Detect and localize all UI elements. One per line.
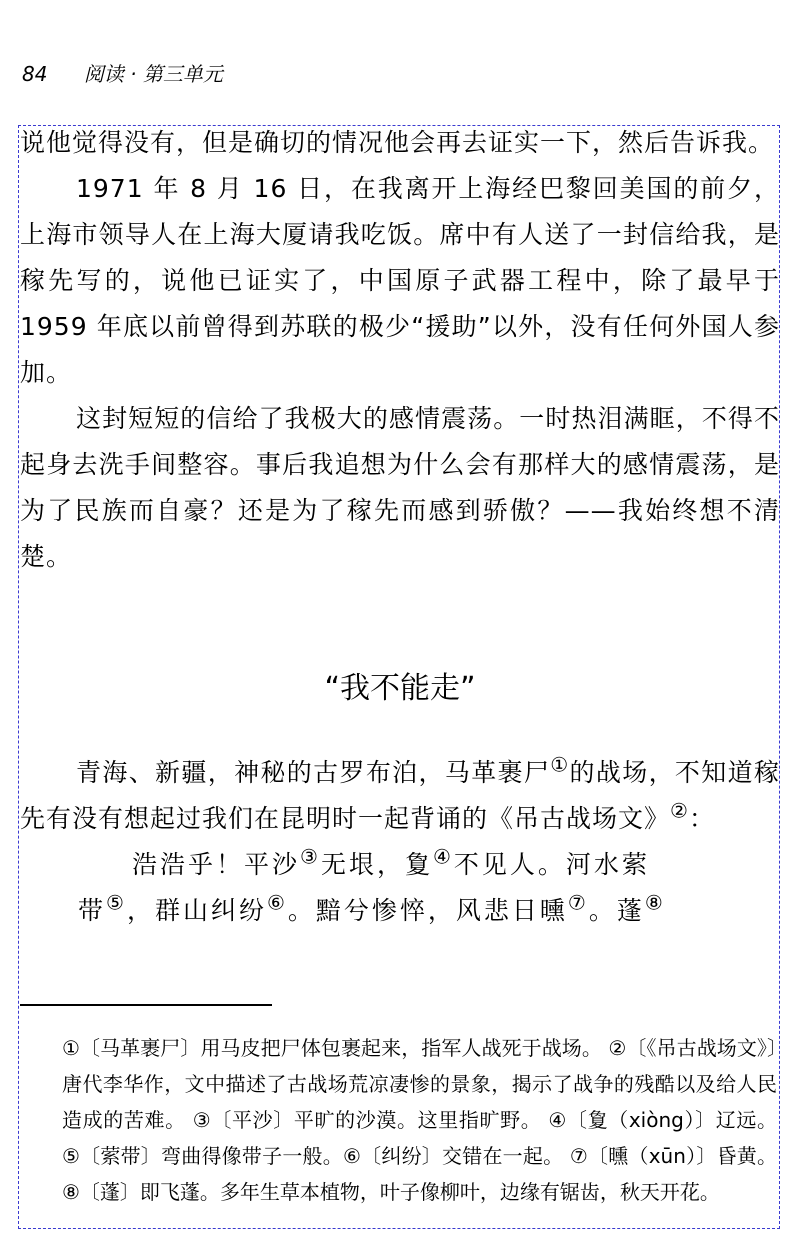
footnote-ref-5: ⑤: [106, 890, 127, 915]
paragraph-2: 1971 年 8 月 16 日，在我离开上海经巴黎回美国的前夕，上海市领导人在上海大厦请我吃饭。席中有人送了一封信给我，是稼先写的，说他已证实了，中国原子武器工程中，除了最早于 1959 年底以前曾得到苏联的极少“援助”以外，没有任何外国人参加。: [20, 174, 780, 387]
footnote-ref-3: ③: [300, 844, 321, 869]
paragraph-1: 说他觉得没有，但是确切的情况他会再去证实一下，然后告诉我。: [20, 128, 775, 157]
section-heading: “我不能走”: [324, 671, 476, 706]
footnote-rule: [20, 1004, 272, 1006]
verse-2-text-a: 带: [78, 896, 107, 925]
paragraph-3: 这封短短的信给了我极大的感情震荡。一时热泪满眶，不得不起身去洗手间整容。事后我追想为什么会有那样大的感情震荡，是为了民族而自豪？还是为了稼先而感到骄傲？——我始终想不清楚。: [20, 404, 780, 571]
verse-1-text-b: 无垠，夐: [320, 850, 433, 879]
footnote-text: ①〔马革裹尸〕用马皮把尸体包裹起来，指军人战死于战场。 ②〔《吊古战场文》〕唐代李华作，文中描述了古战场荒凉凄惨的景象，揭示了战争的残酷以及给人民造成的苦难。 ③〔平沙〕平旷的沙漠。这里指旷野。 ④〔夐（xiòng）〕辽远。 ⑤〔萦带〕弯曲得像带子一般。⑥〔纠纷〕交错在一起。 ⑦〔曛（xūn）〕昏黄。 ⑧〔蓬〕即飞蓬。多年生草本植物，叶子像柳叶，边缘有锯齿，秋天开花。: [62, 1036, 777, 1204]
footnote-ref-6: ⑥: [266, 890, 288, 915]
verse-1-text-a: 浩浩乎！平沙: [132, 850, 301, 879]
paragraph-4-text-b: 的战场，不知道稼先有没有想起过我们在昆明时一起背诵的《吊古战场文》: [20, 758, 780, 833]
footnote-ref-7: ⑦: [567, 890, 589, 915]
paragraph-4: [20, 750, 780, 842]
main-text: [20, 120, 780, 580]
page-header: [22, 58, 223, 88]
paragraph-4-text-a: 青海、新疆，神秘的古罗布泊，马革裹尸: [76, 758, 551, 787]
section-text: [20, 750, 780, 934]
footnotes: [62, 1030, 777, 1210]
footnote-ref-1: ①: [550, 752, 570, 777]
paragraph-4-text-c: ：: [688, 804, 715, 833]
verse-2-text-b: ，群山纠纷: [126, 896, 267, 925]
verse-2-text-c: 。黯兮惨悴，风悲日曛: [287, 896, 568, 925]
footnote-ref-8: ⑧: [644, 890, 666, 915]
verse-line-2: [20, 888, 780, 934]
footnote-ref-2: ②: [670, 798, 689, 823]
verse-1-text-c: 不见人。河水萦: [453, 850, 650, 879]
verse-line-1: [20, 842, 780, 888]
verse-2-text-d: 。蓬: [588, 896, 645, 925]
footnote-ref-4: ④: [432, 844, 454, 869]
unit-title: 阅读 · 第三单元: [83, 62, 223, 86]
page-number: 84: [22, 62, 48, 86]
